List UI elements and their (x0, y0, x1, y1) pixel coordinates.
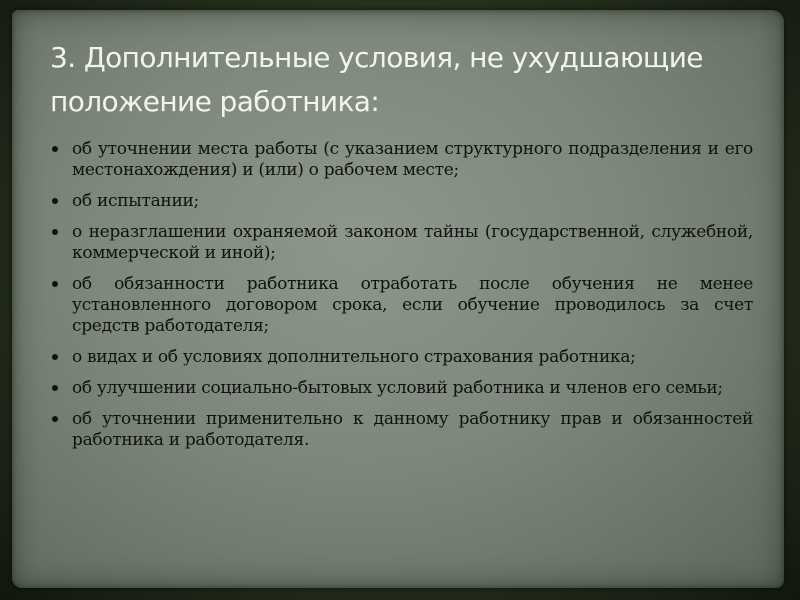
slide-title: 3. Дополнительные условия, не ухудшающие положение работника: (50, 41, 703, 118)
list-item (50, 378, 753, 399)
list-item-text: об обязанности работника отработать после обучения не менее установленного договором срока, если обучение проводилось за счет средств работодателя; (72, 274, 753, 336)
list-item-text: об уточнении места работы (с указанием структурного подразделения и его местонахождения) и (или) о рабочем месте; (72, 139, 753, 180)
list-item (50, 409, 753, 451)
bullet-icon (52, 416, 58, 422)
list-item (50, 139, 753, 181)
conditions-list (50, 139, 753, 461)
bullet-icon (52, 198, 58, 204)
list-item-text: об улучшении социально-бытовых условий работника и членов его семьи; (72, 378, 723, 398)
list-item-text: о видах и об условиях дополнительного страхования работника; (72, 347, 636, 367)
bullet-icon (52, 354, 58, 360)
list-item-text: об испытании; (72, 191, 199, 211)
bullet-icon (52, 229, 58, 235)
bullet-icon (52, 146, 58, 152)
bullet-icon (52, 281, 58, 287)
list-item (50, 347, 753, 368)
list-item (50, 274, 753, 337)
bullet-icon (52, 385, 58, 391)
list-item-text: об уточнении применительно к данному работнику прав и обязанностей работника и работодателя. (72, 409, 753, 450)
list-item (50, 191, 753, 212)
list-item-text: о неразглашении охраняемой законом тайны (государственной, служебной, коммерческой и иной); (72, 222, 753, 263)
list-item (50, 222, 753, 264)
